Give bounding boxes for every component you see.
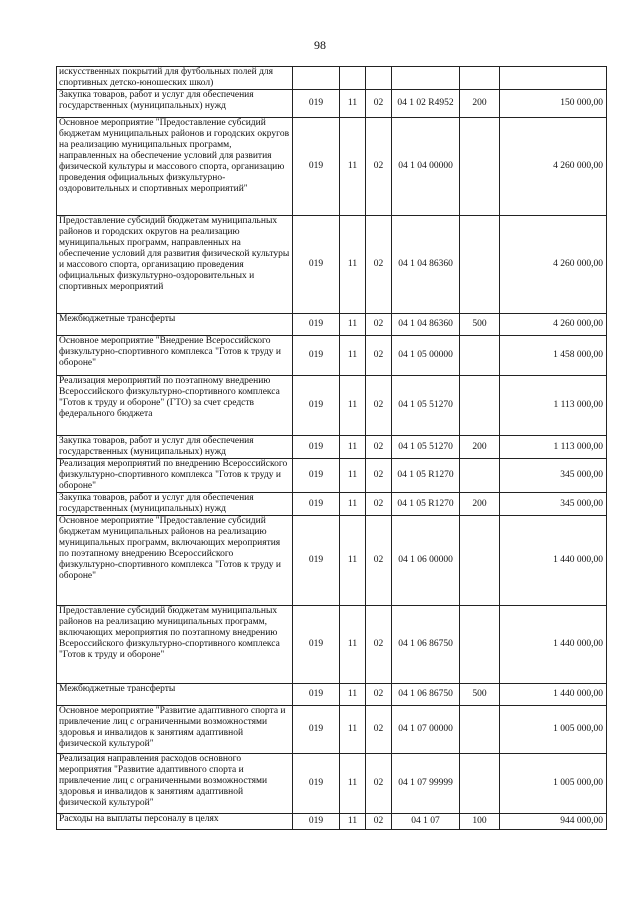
table-row (57, 118, 607, 216)
cell-expense-type (460, 216, 500, 314)
cell-amount: 1 458 000,00 (500, 336, 607, 376)
cell-expense-type (460, 706, 500, 754)
cell-subsection: 02 (366, 706, 392, 754)
cell-subsection: 02 (366, 436, 392, 459)
cell-name: Межбюджетные трансферты (57, 314, 293, 336)
cell-name: Реализация направления расходов основного мероприятия "Развитие адаптивного спорта и привлечение лиц с ограниченными возможностями здоровья и инвалидов к занятиям адаптивной физической культурой" (57, 754, 293, 814)
cell-name: Закупка товаров, работ и услуг для обеспечения государственных (муниципальных) нужд (57, 436, 293, 459)
cell-grbs: 019 (293, 90, 340, 118)
cell-expense-type: 100 (460, 814, 500, 830)
cell-grbs (293, 67, 340, 90)
cell-name: Закупка товаров, работ и услуг для обеспечения государственных (муниципальных) нужд (57, 90, 293, 118)
cell-subsection (366, 67, 392, 90)
cell-subsection: 02 (366, 606, 392, 684)
cell-name: Основное мероприятие "Предоставление субсидий бюджетам муниципальных районов на реализацию муниципальных программ, включающих мероприятия по поэтапному внедрению Всероссийского физкультурно-спортивного комплекса "Готов к труду и обороне" (57, 516, 293, 606)
cell-section: 11 (340, 314, 366, 336)
cell-section: 11 (340, 706, 366, 754)
table-row (57, 754, 607, 814)
cell-section: 11 (340, 376, 366, 436)
cell-name: Предоставление субсидий бюджетам муниципальных районов на реализацию муниципальных программ, включающих мероприятия по поэтапному внедрению Всероссийского физкультурно-спортивного комплекса "Готов к труду и обороне" (57, 606, 293, 684)
table-row (57, 67, 607, 90)
cell-subsection: 02 (366, 754, 392, 814)
cell-subsection: 02 (366, 459, 392, 493)
cell-amount: 4 260 000,00 (500, 118, 607, 216)
cell-grbs: 019 (293, 754, 340, 814)
cell-expense-type: 200 (460, 493, 500, 516)
budget-table (56, 66, 607, 830)
cell-target-article: 04 1 07 00000 (392, 706, 460, 754)
cell-expense-type: 200 (460, 90, 500, 118)
cell-section: 11 (340, 459, 366, 493)
cell-expense-type (460, 516, 500, 606)
cell-expense-type (460, 606, 500, 684)
cell-amount: 1 440 000,00 (500, 684, 607, 706)
cell-amount: 4 260 000,00 (500, 314, 607, 336)
cell-target-article: 04 1 07 (392, 814, 460, 830)
cell-target-article: 04 1 06 86750 (392, 684, 460, 706)
cell-target-article: 04 1 04 00000 (392, 118, 460, 216)
cell-target-article: 04 1 05 R1270 (392, 493, 460, 516)
cell-section: 11 (340, 516, 366, 606)
cell-section: 11 (340, 436, 366, 459)
cell-section: 11 (340, 336, 366, 376)
cell-name: Основное мероприятие "Предоставление субсидий бюджетам муниципальных районов и городских округов на реализацию муниципальных программ, направленных на обеспечение условий для развития физической культуры и массового спорта, организацию проведения официальных физкультурно-оздоровительных и спортивных мероприятий" (57, 118, 293, 216)
cell-grbs: 019 (293, 516, 340, 606)
cell-target-article: 04 1 05 51270 (392, 376, 460, 436)
cell-name: Основное мероприятие "Внедрение Всероссийского физкультурно-спортивного комплекса "Готов к труду и обороне" (57, 336, 293, 376)
table-row (57, 376, 607, 436)
cell-subsection: 02 (366, 516, 392, 606)
cell-name: Реализация мероприятий по внедрению Всероссийского физкультурно-спортивного комплекса "Готов к труду и обороне" (57, 459, 293, 493)
cell-grbs: 019 (293, 706, 340, 754)
table-row (57, 459, 607, 493)
cell-expense-type (460, 376, 500, 436)
cell-target-article: 04 1 06 00000 (392, 516, 460, 606)
cell-name: искусственных покрытий для футбольных полей для спортивных детско-юношеских школ) (57, 67, 293, 90)
cell-name: Расходы на выплаты персоналу в целях (57, 814, 293, 830)
table-row (57, 336, 607, 376)
cell-amount: 1 005 000,00 (500, 706, 607, 754)
cell-name: Межбюджетные трансферты (57, 684, 293, 706)
cell-section: 11 (340, 606, 366, 684)
cell-grbs: 019 (293, 118, 340, 216)
cell-section (340, 67, 366, 90)
cell-amount (500, 67, 607, 90)
cell-grbs: 019 (293, 459, 340, 493)
cell-grbs: 019 (293, 493, 340, 516)
table-row (57, 493, 607, 516)
table-row (57, 814, 607, 830)
cell-name: Предоставление субсидий бюджетам муниципальных районов и городских округов на реализацию муниципальных программ, направленных на обеспечение условий для развития физической культуры и массового спорта, организацию проведения официальных физкультурно-оздоровительных и спортивных мероприятий (57, 216, 293, 314)
cell-section: 11 (340, 90, 366, 118)
cell-name: Основное мероприятие "Развитие адаптивного спорта и привлечение лиц с ограниченными возможностями здоровья и инвалидов к занятиям адаптивной физической культурой" (57, 706, 293, 754)
cell-grbs: 019 (293, 606, 340, 684)
cell-subsection: 02 (366, 118, 392, 216)
table-row (57, 314, 607, 336)
cell-amount: 1 440 000,00 (500, 606, 607, 684)
cell-target-article: 04 1 05 R1270 (392, 459, 460, 493)
cell-amount: 944 000,00 (500, 814, 607, 830)
cell-grbs: 019 (293, 314, 340, 336)
cell-target-article: 04 1 04 86360 (392, 216, 460, 314)
cell-expense-type (460, 67, 500, 90)
cell-section: 11 (340, 493, 366, 516)
table-row (57, 684, 607, 706)
cell-target-article: 04 1 06 86750 (392, 606, 460, 684)
cell-grbs: 019 (293, 336, 340, 376)
cell-name: Закупка товаров, работ и услуг для обеспечения государственных (муниципальных) нужд (57, 493, 293, 516)
cell-expense-type: 200 (460, 436, 500, 459)
cell-target-article: 04 1 04 86360 (392, 314, 460, 336)
cell-target-article: 04 1 05 51270 (392, 436, 460, 459)
table-row (57, 606, 607, 684)
cell-expense-type (460, 118, 500, 216)
cell-amount: 1 005 000,00 (500, 754, 607, 814)
cell-subsection: 02 (366, 314, 392, 336)
cell-section: 11 (340, 684, 366, 706)
cell-amount: 1 113 000,00 (500, 376, 607, 436)
cell-grbs: 019 (293, 216, 340, 314)
cell-subsection: 02 (366, 90, 392, 118)
cell-amount: 150 000,00 (500, 90, 607, 118)
cell-section: 11 (340, 814, 366, 830)
cell-amount: 345 000,00 (500, 493, 607, 516)
cell-amount: 4 260 000,00 (500, 216, 607, 314)
page-number: 98 (314, 38, 326, 52)
table-row (57, 706, 607, 754)
cell-subsection: 02 (366, 376, 392, 436)
cell-amount: 1 113 000,00 (500, 436, 607, 459)
cell-grbs: 019 (293, 684, 340, 706)
cell-section: 11 (340, 216, 366, 314)
table-row (57, 516, 607, 606)
cell-expense-type (460, 754, 500, 814)
cell-name: Реализация мероприятий по поэтапному внедрению Всероссийского физкультурно-спортивного комплекса "Готов к труду и обороне" (ГТО) за счет средств федерального бюджета (57, 376, 293, 436)
cell-amount: 345 000,00 (500, 459, 607, 493)
cell-amount: 1 440 000,00 (500, 516, 607, 606)
cell-subsection: 02 (366, 814, 392, 830)
cell-subsection: 02 (366, 336, 392, 376)
cell-expense-type: 500 (460, 684, 500, 706)
cell-grbs: 019 (293, 814, 340, 830)
cell-subsection: 02 (366, 684, 392, 706)
cell-grbs: 019 (293, 436, 340, 459)
cell-target-article: 04 1 07 99999 (392, 754, 460, 814)
cell-grbs: 019 (293, 376, 340, 436)
cell-expense-type (460, 336, 500, 376)
table-row (57, 436, 607, 459)
cell-subsection: 02 (366, 493, 392, 516)
cell-expense-type: 500 (460, 314, 500, 336)
cell-target-article: 04 1 05 00000 (392, 336, 460, 376)
cell-section: 11 (340, 118, 366, 216)
cell-target-article (392, 67, 460, 90)
table-row (57, 90, 607, 118)
table-row (57, 216, 607, 314)
cell-expense-type (460, 459, 500, 493)
cell-section: 11 (340, 754, 366, 814)
cell-subsection: 02 (366, 216, 392, 314)
cell-target-article: 04 1 02 R4952 (392, 90, 460, 118)
